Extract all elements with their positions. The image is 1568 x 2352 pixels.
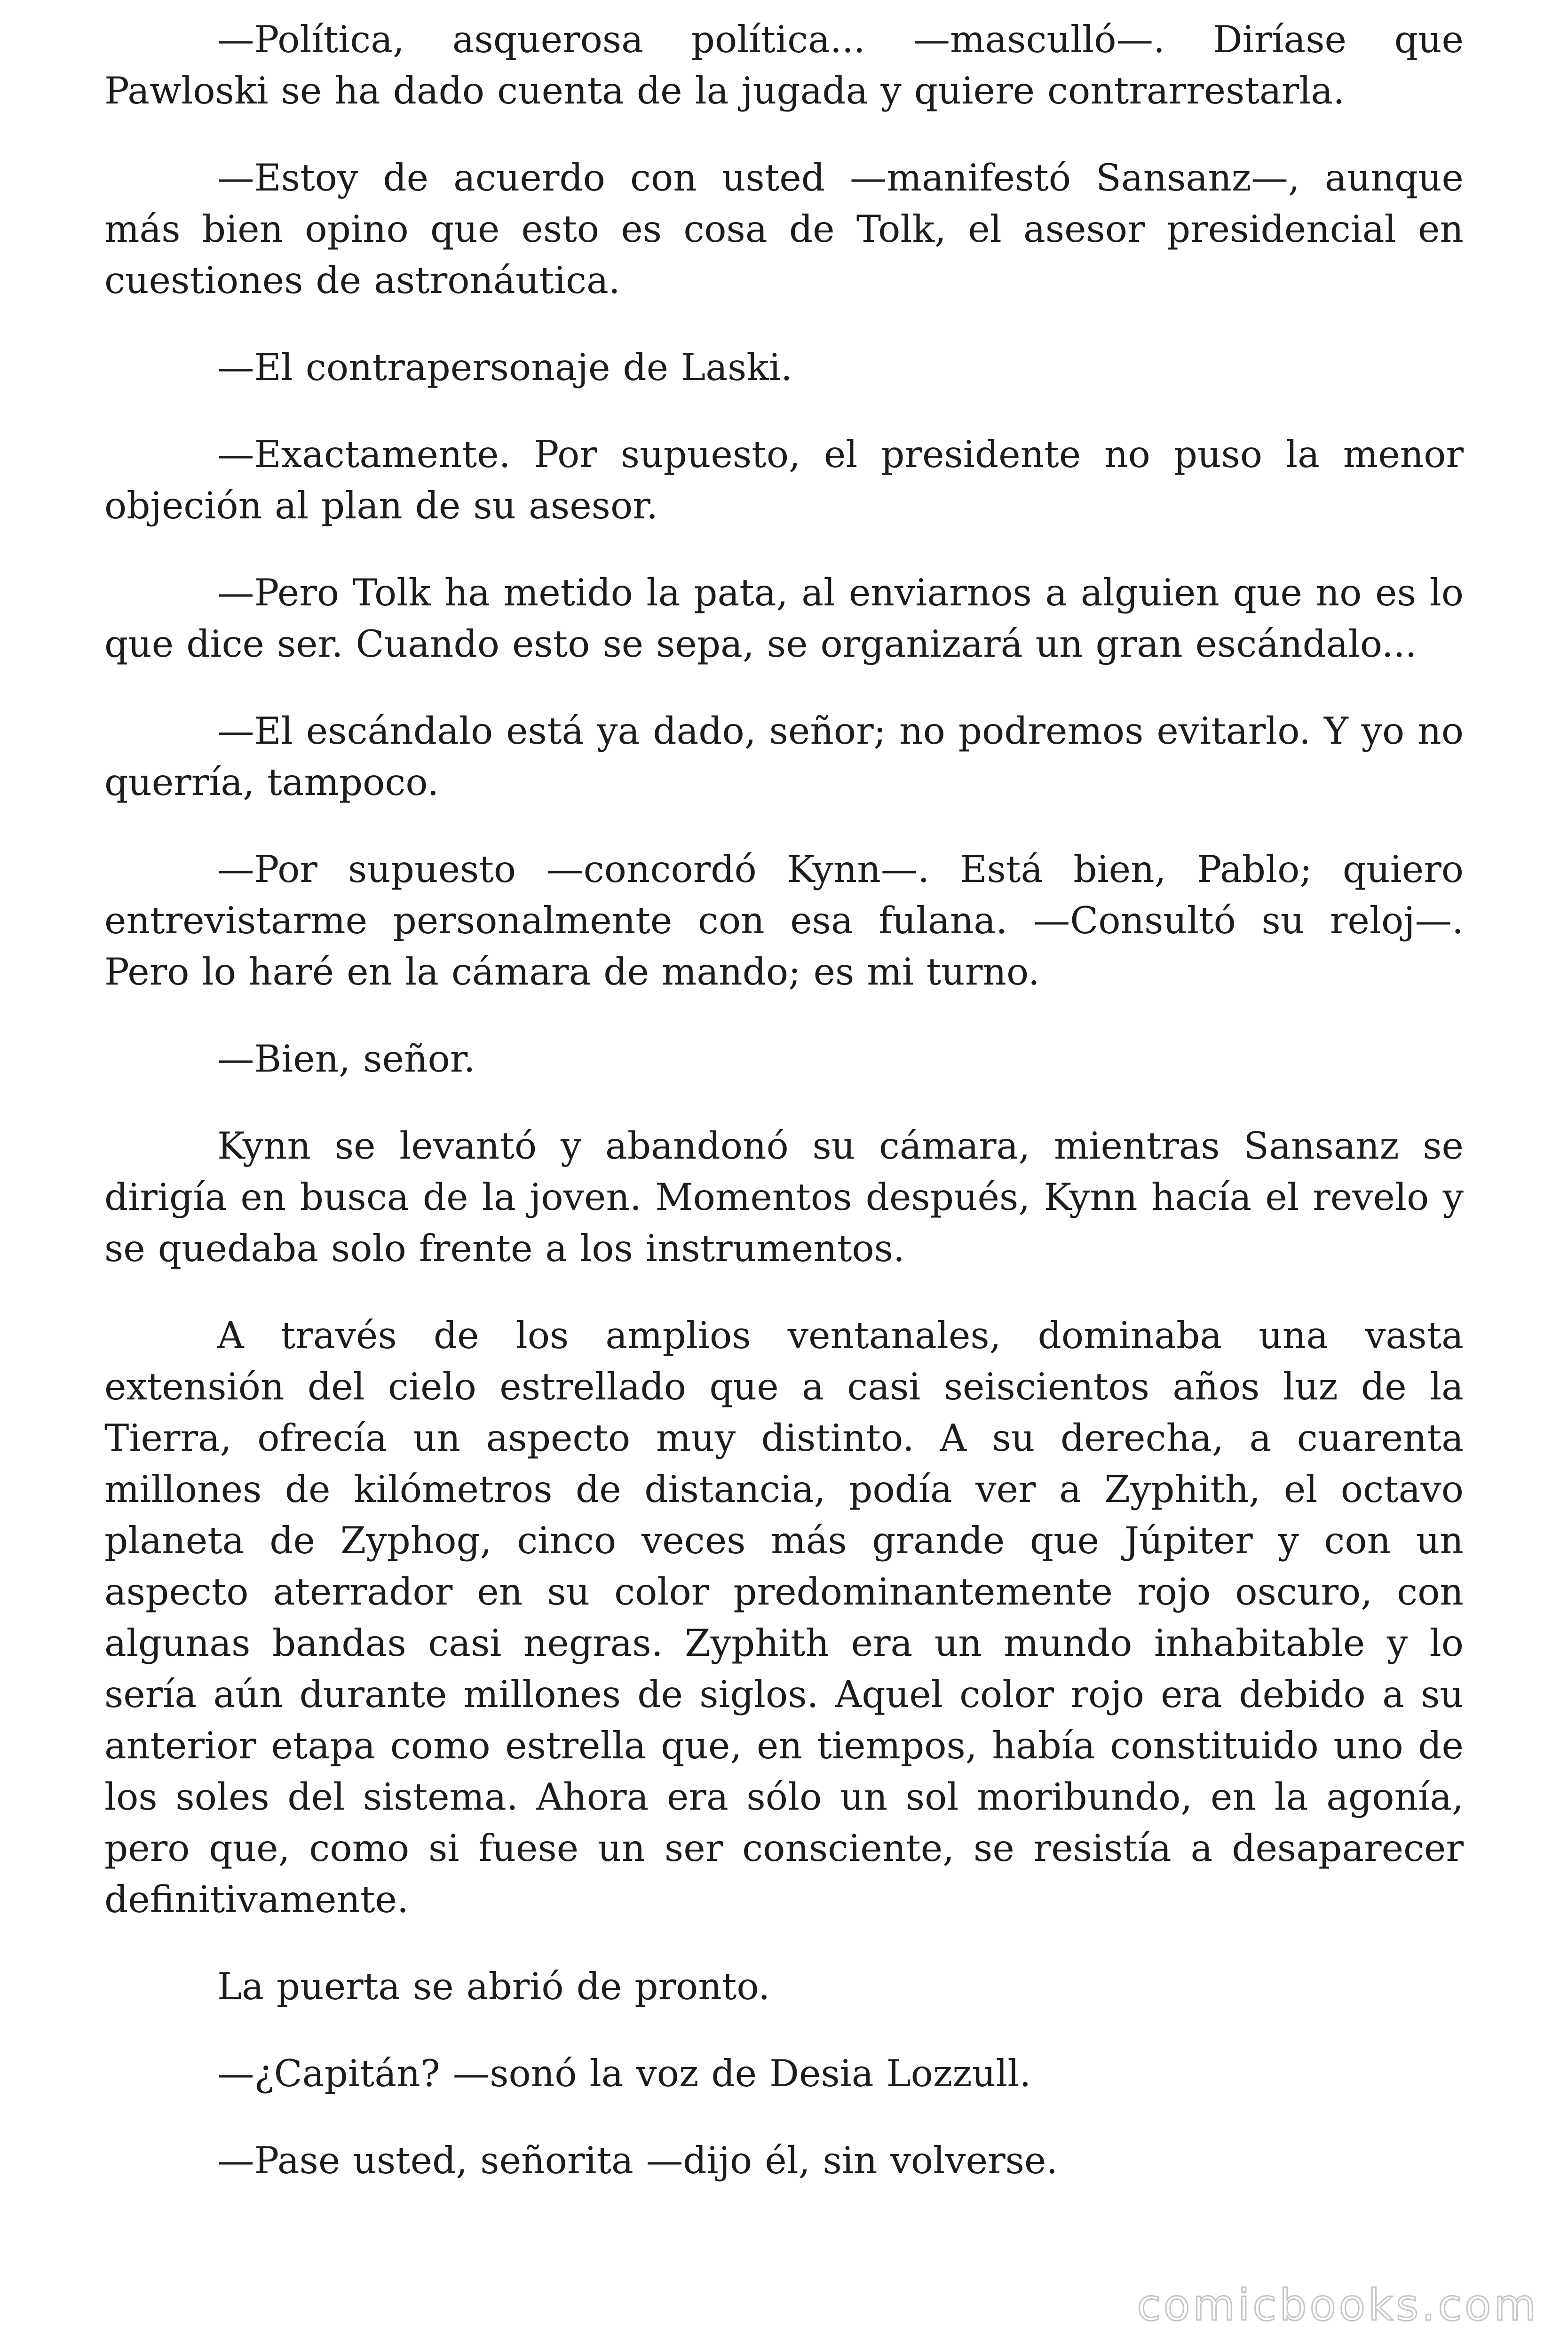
paragraph: La puerta se abrió de pronto. bbox=[217, 1965, 770, 2008]
paragraph: —Pase usted, señorita —dijo él, sin volverse. bbox=[217, 2139, 1058, 2182]
paragraph: —Política, asquerosa política... —mascullό—. Diríase que Pawloski se ha dado cuenta de la jugada y quiere contrarrestarla. bbox=[104, 18, 1464, 112]
paragraph: —Exactamente. Por supuesto, el presidente no puso la menor objeción al plan de su asesor. bbox=[104, 433, 1464, 527]
paragraph: —Bien, señor. bbox=[217, 1037, 475, 1081]
paragraph: —El contrapersonaje de Laski. bbox=[217, 346, 792, 389]
paragraph: A través de los amplios ventanales, dominaba una vasta extensión del cielo estrellado que a casi seiscientos años luz de la Tierra, ofrecía un aspecto muy distinto. A su derecha, a cuarenta millones de kilómetros de distancia, podía ver a Zyphith, el octavo planeta de Zyphog, cinco veces más grande que Júpiter y con un aspecto aterrador en su color predominantemente rojo oscuro, con algunas bandas casi negras. Zyphith era un mundo inhabitable y lo sería aún durante millones de siglos. Aquel color rojo era debido a su anterior etapa como estrella que, en tiempos, había constituido uno de los soles del sistema. Ahora era sólo un sol moribundo, en la agonía, pero que, como si fuese un ser consciente, se resistía a desaparecer definitivamente. bbox=[104, 1314, 1464, 1921]
paragraph: —Por supuesto —concordó Kynn—. Está bien, Pablo; quiero entrevistarme personalmente con esa fulana. —Consultó su reloj—. Pero lo haré en la cámara de mando; es mi turno. bbox=[104, 848, 1464, 993]
paragraph: Kynn se levantó y abandonó su cámara, mientras Sansanz se dirigía en busca de la joven. Momentos después, Kynn hacía el revelo y se quedaba solo frente a los instrumentos. bbox=[104, 1124, 1464, 1270]
document-page bbox=[104, 14, 1464, 2186]
paragraph: —Estoy de acuerdo con usted —manifestó Sansanz—, aunque más bien opino que esto es cosa de Tolk, el asesor presidencial en cuestiones de astronáutica. bbox=[104, 156, 1464, 302]
paragraph: —El escándalo está ya dado, señor; no podremos evitarlo. Y yo no querría, tampoco. bbox=[104, 709, 1464, 804]
watermark: comicbooks.com bbox=[1137, 2280, 1539, 2330]
paragraph: —Pero Tolk ha metido la pata, al enviarnos a alguien que no es lo que dice ser. Cuando esto se sepa, se organizará un gran escándalo... bbox=[104, 571, 1464, 666]
paragraph: —¿Capitán? —sonó la voz de Desia Lozzull. bbox=[217, 2052, 1031, 2095]
